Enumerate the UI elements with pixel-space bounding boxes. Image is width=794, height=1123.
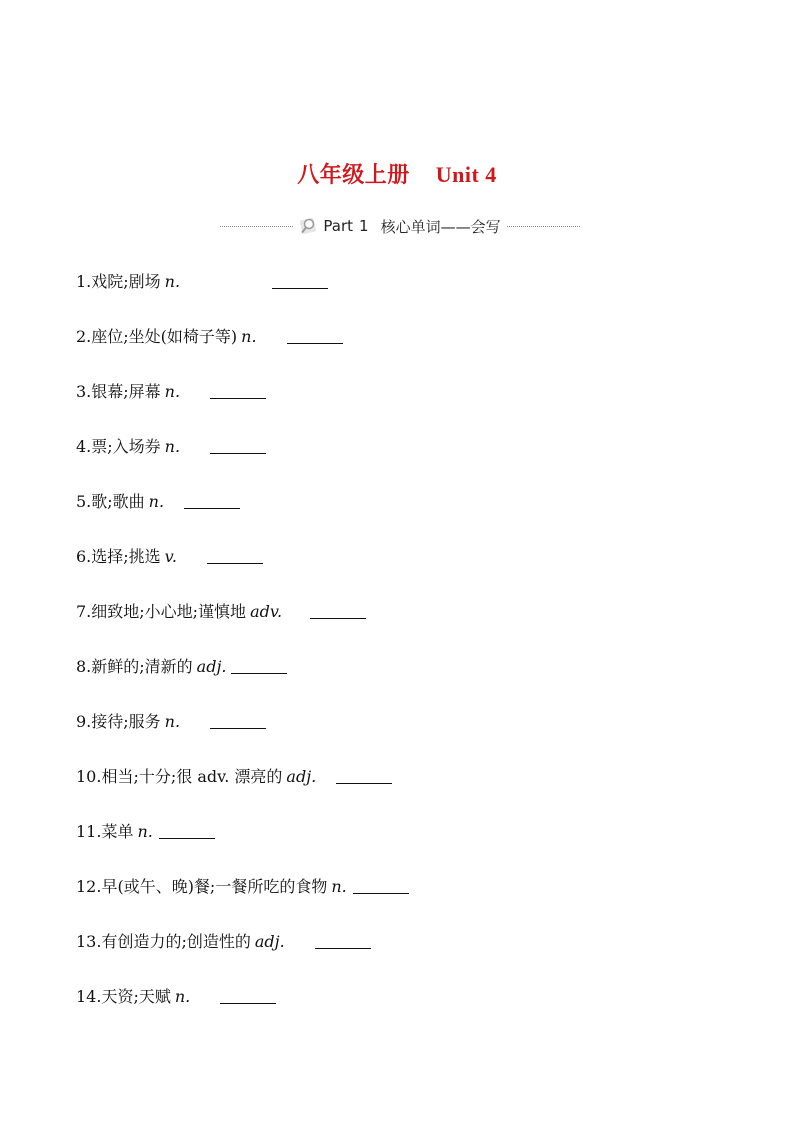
list-item [76, 985, 756, 1040]
part-of-speech: n. [164, 272, 181, 291]
answer-blank[interactable] [315, 930, 371, 949]
item-text: 10.相当;十分;很 adv. 漂亮的 [76, 767, 283, 786]
part-header [220, 214, 580, 238]
item-text: 6.选择;挑选 [76, 547, 161, 566]
title-unit: Unit 4 [435, 162, 497, 187]
answer-blank[interactable] [353, 875, 409, 894]
item-text: 13.有创造力的;创造性的 [76, 932, 251, 951]
answer-blank[interactable] [272, 270, 328, 289]
vocabulary-list [76, 270, 756, 1040]
answer-blank[interactable] [210, 435, 266, 454]
part-text: 核心单词——会写 [380, 217, 501, 236]
list-item [76, 655, 756, 710]
item-text: 2.座位;坐处(如椅子等) [76, 327, 238, 346]
list-item [76, 545, 756, 600]
page-title [0, 158, 794, 189]
item-text: 14.天资;天赋 [76, 987, 171, 1006]
part-of-speech: n. [164, 437, 181, 456]
part-word: Part [323, 217, 354, 235]
list-item [76, 270, 756, 325]
answer-blank[interactable] [207, 545, 263, 564]
title-grade: 八年级上册 [297, 162, 410, 188]
list-item [76, 875, 756, 930]
part-of-speech: n. [148, 492, 165, 511]
right-dotted-rule [507, 226, 580, 227]
answer-blank[interactable] [287, 325, 343, 344]
item-text: 7.细致地;小心地;谨慎地 [76, 602, 247, 621]
answer-blank[interactable] [210, 710, 266, 729]
part-of-speech: n. [164, 712, 181, 731]
part-of-speech: n. [331, 877, 347, 896]
part-number: 1 [359, 217, 369, 235]
answer-blank[interactable] [336, 765, 392, 784]
item-text: 8.新鲜的;清新的 [76, 657, 193, 676]
item-text: 12.早(或午、晚)餐;一餐所吃的食物 [76, 877, 328, 896]
item-text: 1.戏院;剧场 [76, 272, 161, 291]
part-of-speech: adj. [254, 932, 285, 951]
part-of-speech: n. [174, 987, 191, 1006]
answer-blank[interactable] [220, 985, 276, 1004]
part-of-speech: v. [164, 547, 177, 566]
item-text: 5.歌;歌曲 [76, 492, 145, 511]
left-dotted-rule [220, 226, 293, 227]
answer-blank[interactable] [231, 655, 287, 674]
answer-blank[interactable] [184, 490, 240, 509]
part-of-speech: n. [241, 327, 257, 346]
list-item [76, 765, 756, 820]
part-of-speech: adj. [196, 657, 227, 676]
list-item [76, 325, 756, 380]
list-item [76, 490, 756, 545]
item-text: 3.银幕;屏幕 [76, 382, 161, 401]
answer-blank[interactable] [210, 380, 266, 399]
part-of-speech: n. [137, 822, 153, 841]
item-text: 4.票;入场券 [76, 437, 161, 456]
part-of-speech: adv. [250, 602, 283, 621]
magnifier-icon [299, 216, 319, 236]
item-text: 9.接待;服务 [76, 712, 161, 731]
part-of-speech: n. [164, 382, 181, 401]
part-label [293, 216, 506, 237]
part-of-speech: adj. [286, 767, 317, 786]
answer-blank[interactable] [310, 600, 366, 619]
list-item [76, 380, 756, 435]
list-item [76, 820, 756, 875]
list-item [76, 435, 756, 490]
answer-blank[interactable] [159, 820, 215, 839]
list-item [76, 930, 756, 985]
list-item [76, 600, 756, 655]
item-text: 11.菜单 [76, 822, 134, 841]
list-item [76, 710, 756, 765]
